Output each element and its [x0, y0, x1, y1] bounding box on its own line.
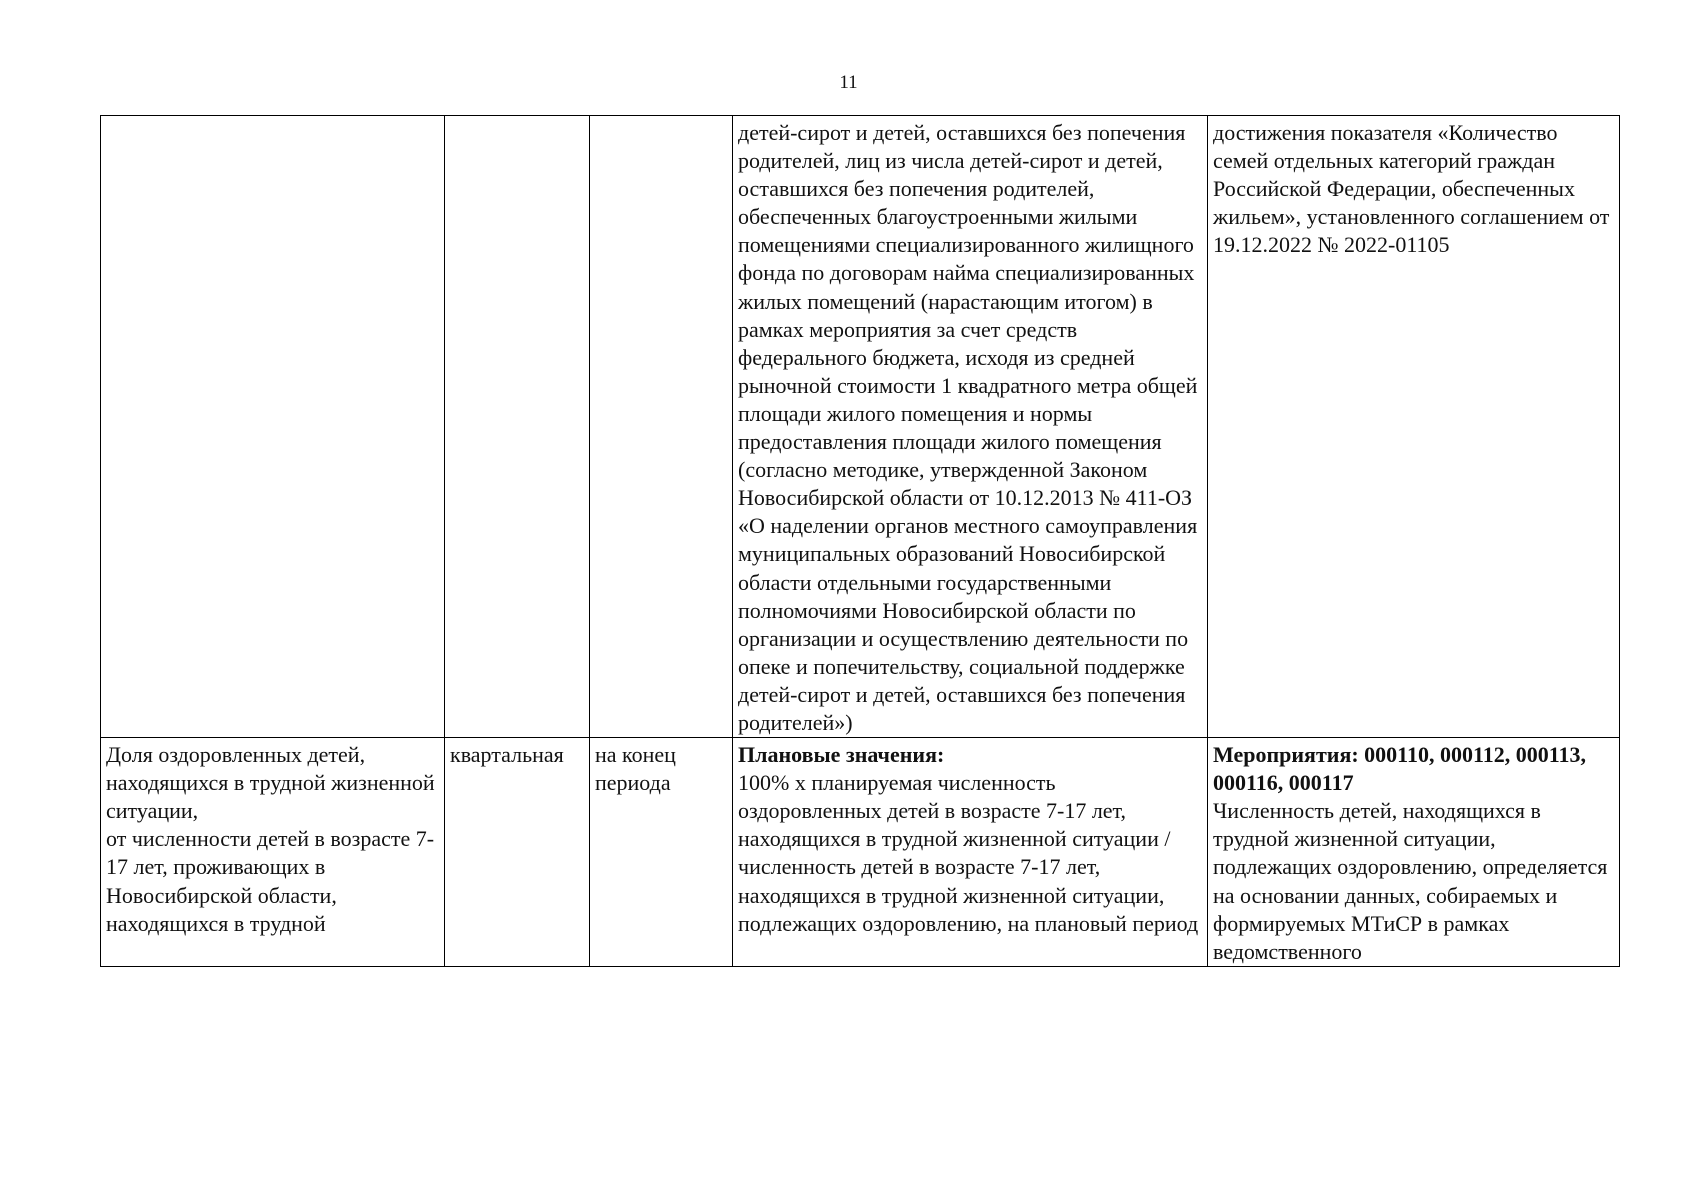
source-heading: Мероприятия: 000110, 000112, 000113, 000116, 000117 — [1213, 742, 1587, 796]
table-row — [101, 738, 1620, 967]
cell-method — [733, 738, 1208, 967]
cell-source — [1208, 116, 1620, 738]
moment-text: на конец периода — [595, 742, 676, 796]
page-number: 11 — [839, 72, 858, 93]
cell-indicator — [101, 116, 445, 738]
cell-periodicity — [445, 738, 590, 967]
cell-indicator — [101, 738, 445, 967]
cell-method — [733, 116, 1208, 738]
indicator-methodology-table — [100, 115, 1620, 967]
cell-moment — [590, 116, 733, 738]
source-text: Численность детей, находящихся в трудной жизненной ситуации, подлежащих оздоровлению, определяется на основании данных, собираемых и формируемых МТиСР в рамках ведомственного — [1213, 798, 1608, 964]
periodicity-text: квартальная — [450, 742, 564, 768]
method-text: 100% х планируемая численность оздоровленных детей в возрасте 7-17 лет, находящихся в трудной жизненной ситуации / численность детей в возрасте 7-17 лет, находящихся в трудной жизненной ситуации, подлежащих оздоровлению, на плановый период — [738, 770, 1199, 936]
indicator-text: Доля оздоровленных детей, находящихся в трудной жизненной ситуации, от численности детей в возрасте 7-17 лет, проживающих в Новосибирской области, находящихся в трудной — [106, 742, 435, 936]
cell-source — [1208, 738, 1620, 967]
method-heading: Плановые значения: — [738, 742, 945, 768]
cell-periodicity — [445, 116, 590, 738]
source-text: достижения показателя «Количество семей отдельных категорий граждан Российской Федерации, обеспеченных жильем», установленного соглашением от 19.12.2022 № 2022-01105 — [1213, 120, 1610, 258]
cell-moment — [590, 738, 733, 967]
method-text: детей-сирот и детей, оставшихся без попечения родителей, лиц из числа детей-сирот и детей, оставшихся без попечения родителей, обеспеченных благоустроенными жилыми помещениями специализированного жилищного фонда по договорам найма специализированных жилых помещений (нарастающим итогом) в рамках мероприятия за счет средств федерального бюджета, исходя из средней рыночной стоимости 1 квадратного метра общей площади жилого помещения и нормы предоставления площади жилого помещения (согласно методике, утвержденной Законом Новосибирской области от 10.12.2013 № 411-ОЗ «О наделении органов местного самоуправления муниципальных образований Новосибирской области отдельными государственными полномочиями Новосибирской области по организации и осуществлению деятельности по опеке и попечительству, социальной поддержке детей-сирот и детей, оставшихся без попечения родителей») — [738, 120, 1198, 735]
table-row — [101, 116, 1620, 738]
